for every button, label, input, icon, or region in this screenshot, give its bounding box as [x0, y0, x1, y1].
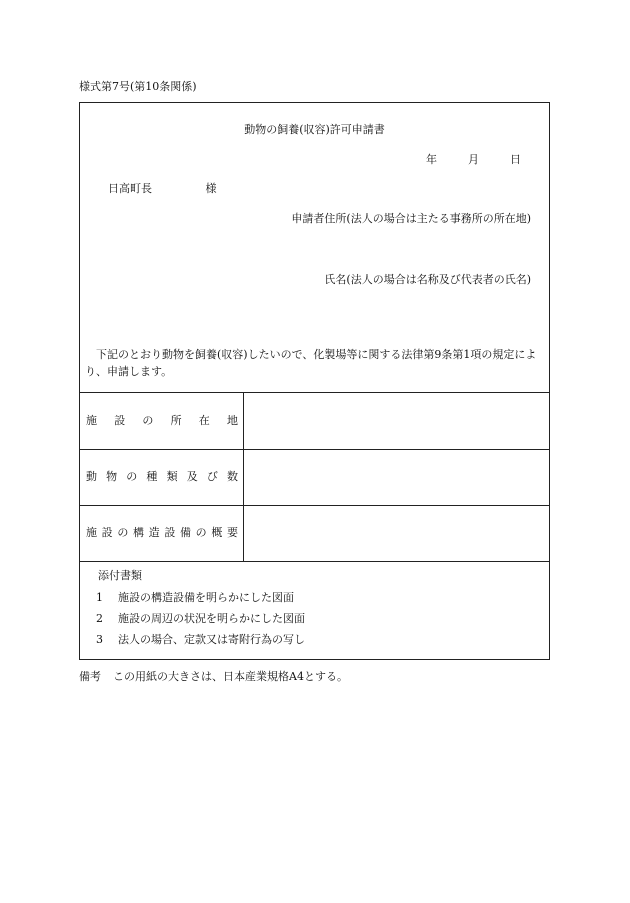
attachment-item: [96, 592, 294, 603]
footnote: [79, 671, 348, 682]
attachment-text: 施設の周辺の状況を明らかにした図面: [118, 612, 305, 625]
request-statement: 下記のとおり動物を飼養(収容)したいので、化製場等に関する法律第9条第1項の規定により、申請します。: [85, 348, 537, 378]
attachment-number: 1: [96, 591, 103, 604]
footnote-text: この用紙の大きさは、日本産業規格A4とする。: [113, 670, 348, 683]
row-label-animal-type-count: 動物の種類及び数: [86, 470, 238, 483]
attachment-number: 3: [96, 633, 103, 646]
attachment-text: 施設の構造設備を明らかにした図面: [118, 591, 294, 604]
footnote-label: 備考: [79, 670, 101, 683]
animal-type-count-field[interactable]: [244, 450, 549, 506]
attachment-item: [96, 634, 305, 645]
attachment-text: 法人の場合、定款又は寄附行為の写し: [118, 633, 305, 646]
form-title: 動物の飼養(収容)許可申請書: [244, 123, 385, 136]
applicant-address-label: 申請者住所(法人の場合は主たる事務所の所在地): [291, 212, 531, 225]
date-day-label: 日: [510, 153, 521, 166]
row-label-facility-location: 施設の所在地: [86, 414, 238, 427]
addressee: [108, 183, 217, 194]
row-label-facility-structure: 施設の構造設備の概要: [86, 526, 238, 539]
form-number-label: 様式第7号(第10条関係): [79, 80, 197, 93]
addressee-name: 日高町長: [108, 182, 152, 195]
facility-location-field[interactable]: [244, 393, 549, 449]
attachments-title: 添付書類: [98, 569, 142, 582]
date-year-label: 年: [426, 153, 437, 166]
applicant-name-label: 氏名(法人の場合は名称及び代表者の氏名): [324, 273, 531, 286]
attachment-number: 2: [96, 612, 103, 625]
table-column-divider: [243, 393, 244, 561]
table-divider: [80, 561, 549, 562]
date-month-label: 月: [468, 153, 479, 166]
facility-structure-field[interactable]: [244, 506, 549, 562]
attachment-item: [96, 613, 305, 624]
application-form-frame: [79, 102, 550, 660]
addressee-honorific: 様: [205, 182, 217, 195]
date-line: [426, 154, 521, 165]
